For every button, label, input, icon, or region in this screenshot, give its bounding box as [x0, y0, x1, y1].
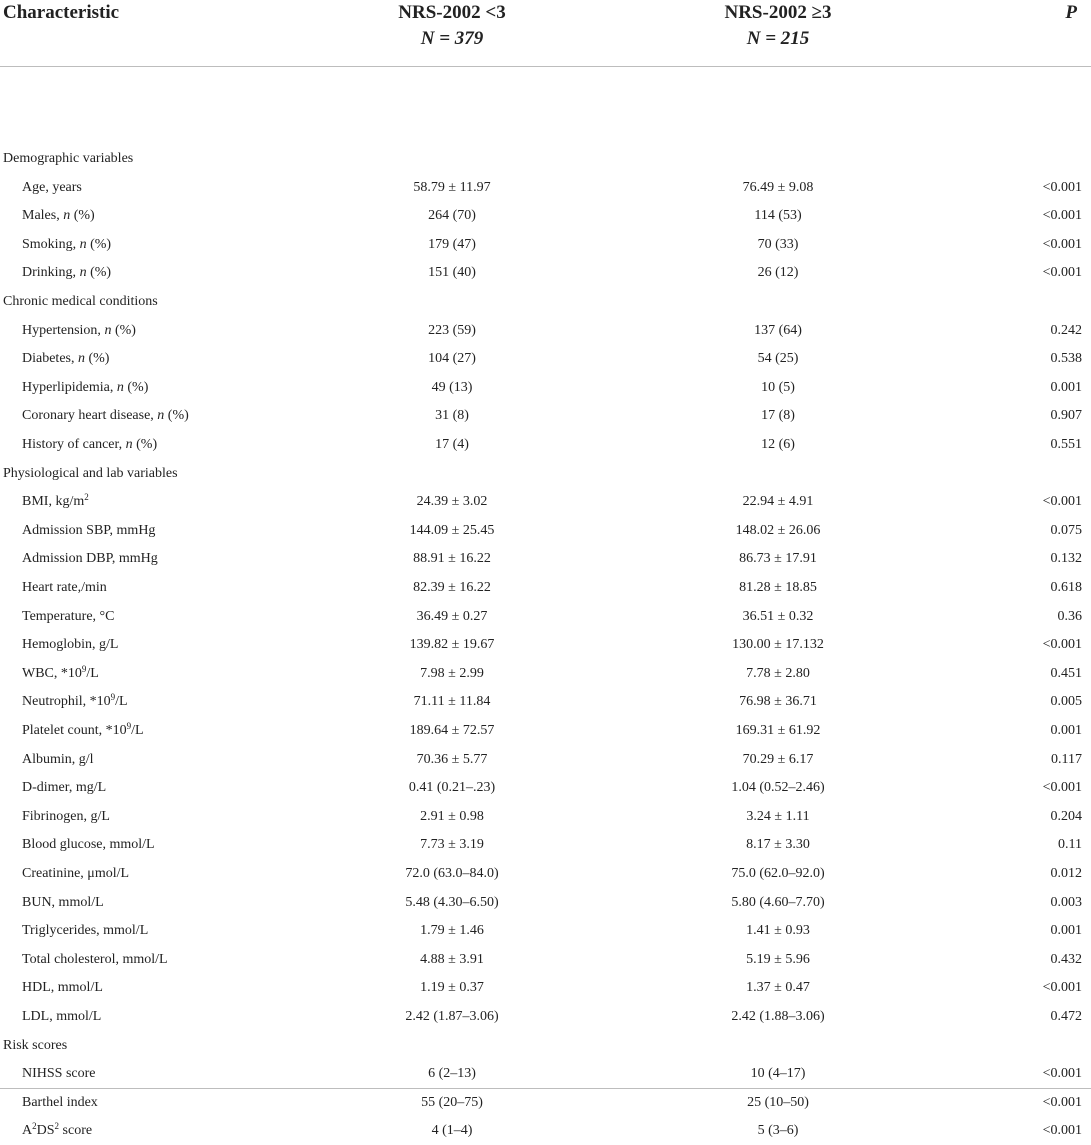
cell-group2: 10 (5): [761, 379, 795, 395]
row-label: BUN, mmol/L: [22, 894, 104, 910]
row-label: Admission DBP, mmHg: [22, 551, 158, 567]
cell-p-value: 0.538: [1050, 351, 1082, 367]
table-row: [0, 889, 1091, 917]
row-label-italic: n: [79, 265, 87, 281]
cell-group2: 148.02 ± 26.06: [735, 522, 821, 538]
cell-p-value: 0.075: [1050, 522, 1082, 538]
cell-p-value: 0.003: [1050, 894, 1082, 910]
table-row: [0, 374, 1091, 402]
bottom-rule: [0, 1088, 1091, 1089]
cell-p-value: 0.618: [1050, 580, 1082, 595]
section-label: Demographic variables: [3, 151, 134, 166]
row-label-superscript: 9: [110, 692, 116, 703]
table-row: [0, 1089, 1091, 1117]
cell-group2: 5.80 (4.60–7.70): [731, 894, 825, 910]
row-label: Platelet count, $*10^9/L$: [22, 721, 144, 738]
row-label-superscript: 2: [32, 1121, 37, 1132]
cell-group2: 1.04 (0.52–2.46): [731, 780, 825, 796]
cell-group2: 86.73 ± 17.91: [739, 551, 817, 567]
header-group2: [678, 0, 878, 52]
cell-p-value: 0.472: [1050, 1009, 1082, 1024]
cell-p-value: 0.005: [1050, 694, 1082, 710]
table-row: [0, 317, 1091, 345]
table-header: [0, 0, 1091, 67]
table-row: [0, 688, 1091, 716]
cell-p-value: <0.001: [1042, 179, 1082, 195]
table-row: [0, 603, 1091, 631]
row-label: $A^2DS^2$ score: [22, 1121, 93, 1139]
row-label: Creatinine, μmol/L: [22, 866, 130, 881]
table-row: [0, 259, 1091, 287]
cell-group2: 169.31 ± 61.92: [735, 723, 821, 738]
cell-group1: 189.64 ± 72.57: [409, 723, 495, 738]
cell-group1: 82.39 ± 16.22: [413, 580, 491, 595]
cell-p-value: 0.204: [1050, 808, 1082, 824]
cell-group1: 17 (4): [435, 437, 469, 452]
row-label: Smoking, n (%): [22, 236, 112, 252]
cell-group1: 36.49 ± 0.27: [416, 608, 488, 624]
cell-p-value: <0.001: [1042, 637, 1082, 653]
row-label-italic: n: [116, 379, 124, 395]
cell-group1: 223 (59): [428, 322, 476, 338]
cell-p-value: <0.001: [1042, 236, 1082, 252]
row-label: Albumin, g/l: [22, 751, 94, 767]
row-label-italic: n: [77, 351, 85, 367]
cell-p-value: 0.907: [1050, 408, 1082, 424]
section-label: Risk scores: [3, 1037, 68, 1053]
row-label: Temperature, °C: [22, 608, 115, 624]
cell-p-value: 0.117: [1051, 751, 1082, 767]
cell-group1: 151 (40): [428, 265, 476, 281]
table-row: [0, 488, 1091, 516]
cell-group1: 70.36 ± 5.77: [416, 751, 488, 767]
row-label: NIHSS score: [22, 1066, 96, 1082]
table-row: [0, 345, 1091, 373]
cell-p-value: <0.001: [1042, 780, 1082, 796]
cell-p-value: 0.432: [1050, 951, 1082, 967]
table-row: [0, 774, 1091, 802]
table-row: [0, 1117, 1091, 1145]
cell-group2: 76.49 ± 9.08: [742, 179, 814, 195]
row-label: Neutrophil, $*10^9/L$: [22, 692, 128, 710]
table-row: [0, 717, 1091, 745]
cell-p-value: 0.001: [1050, 923, 1082, 939]
cell-p-value: <0.001: [1042, 1094, 1082, 1110]
cell-group1: 104 (27): [428, 351, 476, 367]
cell-group1: 55 (20–75): [421, 1094, 483, 1110]
cell-group1: 7.98 ± 2.99: [420, 665, 484, 681]
cell-group2: 36.51 ± 0.32: [742, 608, 814, 624]
table-row: [0, 174, 1091, 202]
section-row: [0, 1032, 1091, 1060]
table-row: [0, 1003, 1091, 1031]
cell-group1: 72.0 (63.0–84.0): [405, 866, 499, 881]
cell-group2: 81.28 ± 18.85: [739, 580, 817, 595]
row-label: Triglycerides, mmol/L: [22, 923, 149, 939]
cell-group2: 5 (3–6): [757, 1123, 799, 1139]
cell-group1: 31 (8): [435, 408, 469, 424]
cell-group2: 10 (4–17): [750, 1066, 806, 1082]
cell-p-value: 0.551: [1050, 437, 1082, 452]
cell-group1: 24.39 ± 3.02: [416, 494, 488, 510]
cell-p-value: <0.001: [1042, 980, 1082, 996]
row-label: WBC, $*10^9/L$: [22, 663, 99, 681]
row-label: Coronary heart disease, n (%): [22, 408, 189, 424]
cell-group2: 76.98 ± 36.71: [739, 694, 817, 710]
row-label-italic: n: [63, 208, 71, 224]
cell-group1: 0.41 (0.21–.23): [408, 780, 496, 796]
cell-group2: 137 (64): [754, 322, 802, 338]
row-label: History of cancer, n (%): [22, 437, 158, 452]
cell-p-value: 0.451: [1050, 665, 1082, 681]
cell-group1: 49 (13): [431, 379, 473, 395]
cell-group1: 144.09 ± 25.45: [409, 522, 495, 538]
row-label: Hypertension, n (%): [22, 322, 136, 338]
cell-p-value: <0.001: [1042, 1066, 1082, 1082]
cell-group2: 5.19 ± 5.96: [746, 951, 810, 967]
table-row: [0, 574, 1091, 602]
cell-group2: 114 (53): [754, 208, 802, 224]
section-row: [0, 145, 1091, 173]
row-label-italic: n: [104, 322, 112, 338]
row-label-superscript: 2: [84, 492, 89, 503]
cell-group1: 88.91 ± 16.22: [413, 551, 491, 567]
cell-p-value: 0.001: [1050, 379, 1082, 395]
cell-group1: 1.79 ± 1.46: [420, 923, 484, 939]
cell-p-value: 0.001: [1050, 723, 1082, 738]
section-row: [0, 288, 1091, 316]
table-row: [0, 202, 1091, 230]
row-label: Heart rate,/min: [22, 580, 107, 595]
cell-p-value: <0.001: [1042, 265, 1082, 281]
row-label: Age, years: [22, 179, 82, 195]
cell-group1: 179 (47): [428, 236, 476, 252]
row-label: Barthel index: [22, 1094, 98, 1110]
header-group1-n: N = 379: [420, 28, 484, 49]
cell-group1: 1.19 ± 0.37: [420, 980, 484, 996]
header-group1: [352, 0, 552, 52]
cell-group1: 4.88 ± 3.91: [420, 951, 484, 967]
section-row: [0, 460, 1091, 488]
cell-group2: 12 (6): [761, 437, 795, 452]
cell-p-value: <0.001: [1042, 208, 1082, 224]
cell-group2: 17 (8): [761, 408, 795, 424]
row-label: Drinking, n (%): [22, 265, 112, 281]
row-label: Hemoglobin, g/L: [22, 637, 119, 653]
table-row: [0, 946, 1091, 974]
cell-group2: 75.0 (62.0–92.0): [731, 866, 825, 881]
table-row: [0, 831, 1091, 859]
cell-group2: 130.00 ± 17.132: [732, 637, 824, 653]
cell-group1: 6 (2–13): [428, 1066, 476, 1082]
cell-group1: 7.73 ± 3.19: [420, 837, 484, 853]
cell-p-value: 0.132: [1050, 551, 1082, 567]
table-row: [0, 917, 1091, 945]
cell-group2: 1.37 ± 0.47: [746, 980, 810, 996]
row-label: Blood glucose, mmol/L: [22, 837, 155, 853]
row-label-italic: n: [79, 236, 87, 252]
cell-group1: 71.11 ± 11.84: [413, 694, 491, 710]
row-label: Diabetes, n (%): [22, 351, 110, 367]
table-row: [0, 402, 1091, 430]
row-label: LDL, mmol/L: [22, 1009, 102, 1024]
cell-group1: 58.79 ± 11.97: [413, 179, 491, 195]
table-row: [0, 860, 1091, 888]
table-row: [0, 660, 1091, 688]
cell-group2: 22.94 ± 4.91: [742, 494, 814, 510]
cell-group2: 7.78 ± 2.80: [746, 665, 810, 681]
cell-group2: 1.41 ± 0.93: [746, 923, 810, 939]
row-label: BMI, $kg/m^2$: [22, 492, 89, 510]
table-row: [0, 545, 1091, 573]
row-label-superscript: 9: [81, 663, 87, 674]
cell-p-value: <0.001: [1042, 494, 1082, 510]
cell-group2: 3.24 ± 1.11: [746, 808, 810, 824]
cell-group2: 26 (12): [757, 265, 799, 281]
table-row: [0, 631, 1091, 659]
cell-group1: 5.48 (4.30–6.50): [405, 894, 499, 910]
cell-p-value: 0.242: [1050, 322, 1082, 338]
row-label: Admission SBP, mmHg: [22, 522, 156, 538]
row-label: Total cholesterol, mmol/L: [22, 951, 168, 967]
cell-p-value: 0.11: [1058, 837, 1082, 853]
row-label: HDL, mmol/L: [22, 980, 103, 996]
section-label: Chronic medical conditions: [3, 294, 158, 309]
row-label-italic: n: [157, 408, 165, 424]
header-group2-n: N = 215: [746, 28, 810, 49]
cell-group1: 2.91 ± 0.98: [420, 808, 484, 824]
row-label: Fibrinogen, g/L: [22, 808, 110, 824]
cell-p-value: <0.001: [1042, 1123, 1082, 1139]
cell-group2: 70.29 ± 6.17: [742, 751, 814, 767]
cell-group2: 70 (33): [757, 236, 799, 252]
row-label-superscript: 2: [54, 1121, 60, 1132]
table-row: [0, 1060, 1091, 1088]
header-group1-label: NRS-2002 <3: [398, 2, 506, 23]
cell-group1: 2.42 (1.87–3.06): [405, 1009, 499, 1024]
row-label: Males, n (%): [22, 208, 95, 224]
table-row: [0, 746, 1091, 774]
row-label-superscript: 9: [126, 721, 132, 731]
header-group2-label: NRS-2002 ≥3: [724, 2, 832, 23]
section-label: Physiological and lab variables: [3, 465, 178, 481]
table-row: [0, 517, 1091, 545]
header-p-value: P: [1065, 2, 1077, 23]
cell-group2: 2.42 (1.88–3.06): [731, 1009, 825, 1024]
row-label: Hyperlipidemia, n (%): [22, 379, 149, 395]
row-label-italic: n: [125, 437, 133, 452]
table-row: [0, 803, 1091, 831]
row-label: D-dimer, mg/L: [22, 780, 107, 796]
cell-group1: 139.82 ± 19.67: [409, 637, 495, 653]
cell-p-value: 0.36: [1057, 608, 1082, 624]
table-row: [0, 974, 1091, 1002]
table-row: [0, 231, 1091, 259]
cell-group1: 264 (70): [428, 208, 476, 224]
cell-p-value: 0.012: [1050, 866, 1082, 881]
cell-group1: 4 (1–4): [431, 1123, 473, 1139]
header-characteristic: Characteristic: [3, 2, 120, 23]
cell-group2: 8.17 ± 3.30: [746, 837, 810, 853]
cell-group2: 25 (10–50): [747, 1094, 809, 1110]
cell-group2: 54 (25): [757, 351, 799, 367]
table-row: [0, 431, 1091, 459]
